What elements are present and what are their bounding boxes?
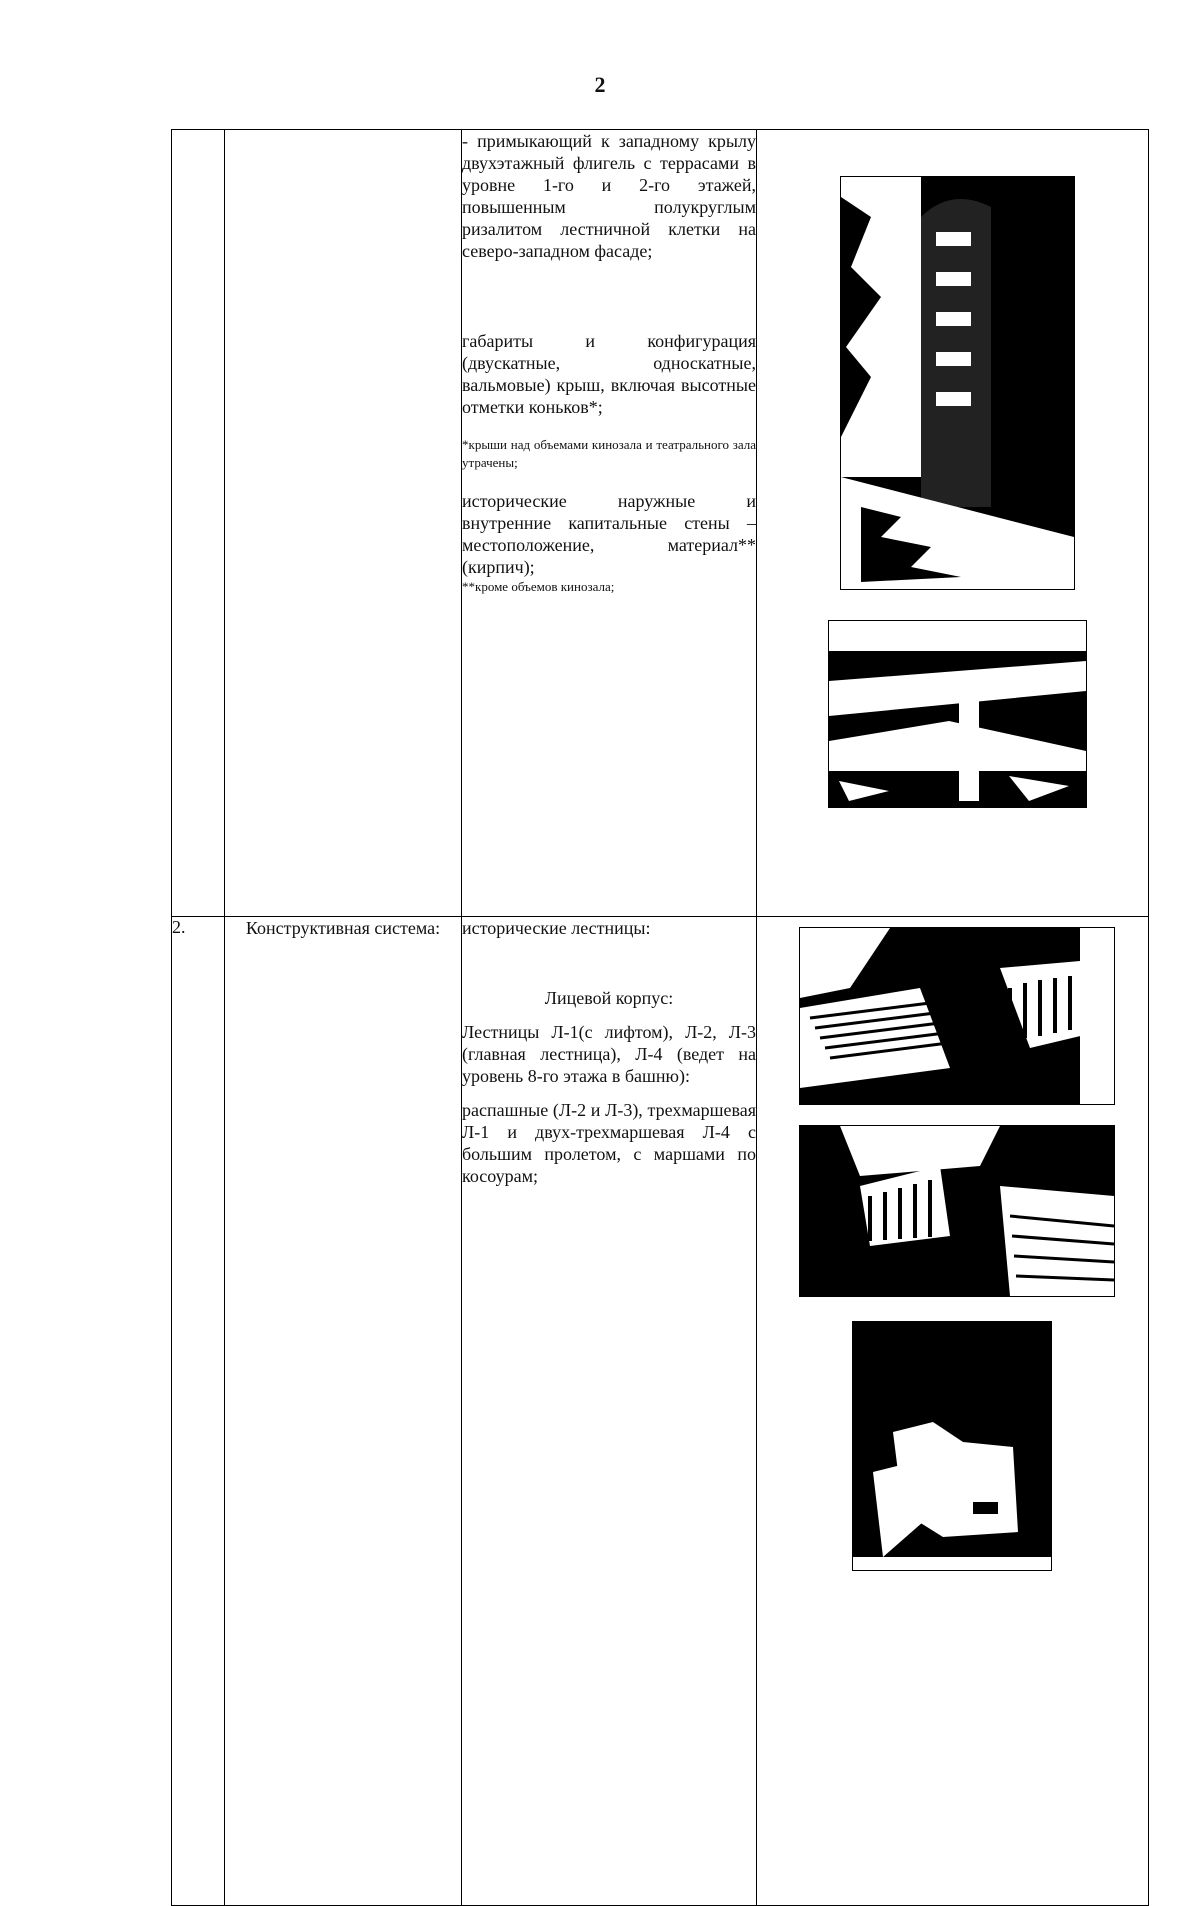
footnote: **кроме объемов кинозала; (462, 579, 615, 594)
stairwell-photo (852, 1321, 1052, 1571)
description-paragraph: исторические лестницы: (462, 918, 651, 938)
description-paragraph: габариты и конфигурация (двускатные, односкатные, вальмовые) крыш, включая высотные отметки коньков*; (462, 331, 756, 417)
row-name: Конструктивная система: (225, 917, 462, 1906)
row-number: 2. (172, 917, 225, 1906)
terraces-photo (828, 620, 1087, 808)
description-paragraph: исторические наружные и внутренние капитальные стены – местоположение, материал** (кирпич); (462, 491, 756, 577)
row-name (225, 130, 462, 917)
staircase-photo (799, 1125, 1115, 1297)
description-paragraph: распашные (Л-2 и Л-3), трехмаршевая Л-1 и двух-трехмаршевая Л-4 с большим пролетом, с маршами по косоурам; (462, 1100, 756, 1186)
row-description (462, 130, 757, 917)
staircase-photo (799, 927, 1115, 1105)
row-photos (757, 130, 1149, 917)
table-row (172, 130, 1149, 917)
footnote: *крыши над объемами кинозала и театрального зала утрачены; (462, 437, 756, 470)
row-photos (757, 917, 1149, 1906)
table-row (172, 917, 1149, 1906)
row-description (462, 917, 757, 1906)
description-paragraph: - примыкающий к западному крылу двухэтажный флигель с террасами в уровне 1-го и 2-го этажей, повышенным полукруглым ризалитом лестничной клетки на северо-западном фасаде; (462, 131, 756, 261)
description-paragraph: Лестницы Л-1(с лифтом), Л-2, Л-3 (главная лестница), Л-4 (ведет на уровень 8-го этажа в башню): (462, 1022, 756, 1086)
description-paragraph: Лицевой корпус: (544, 988, 674, 1008)
protection-subject-table (171, 129, 1149, 1906)
page-number: 2 (594, 72, 606, 97)
tower-facade-photo (840, 176, 1075, 590)
row-number (172, 130, 225, 917)
